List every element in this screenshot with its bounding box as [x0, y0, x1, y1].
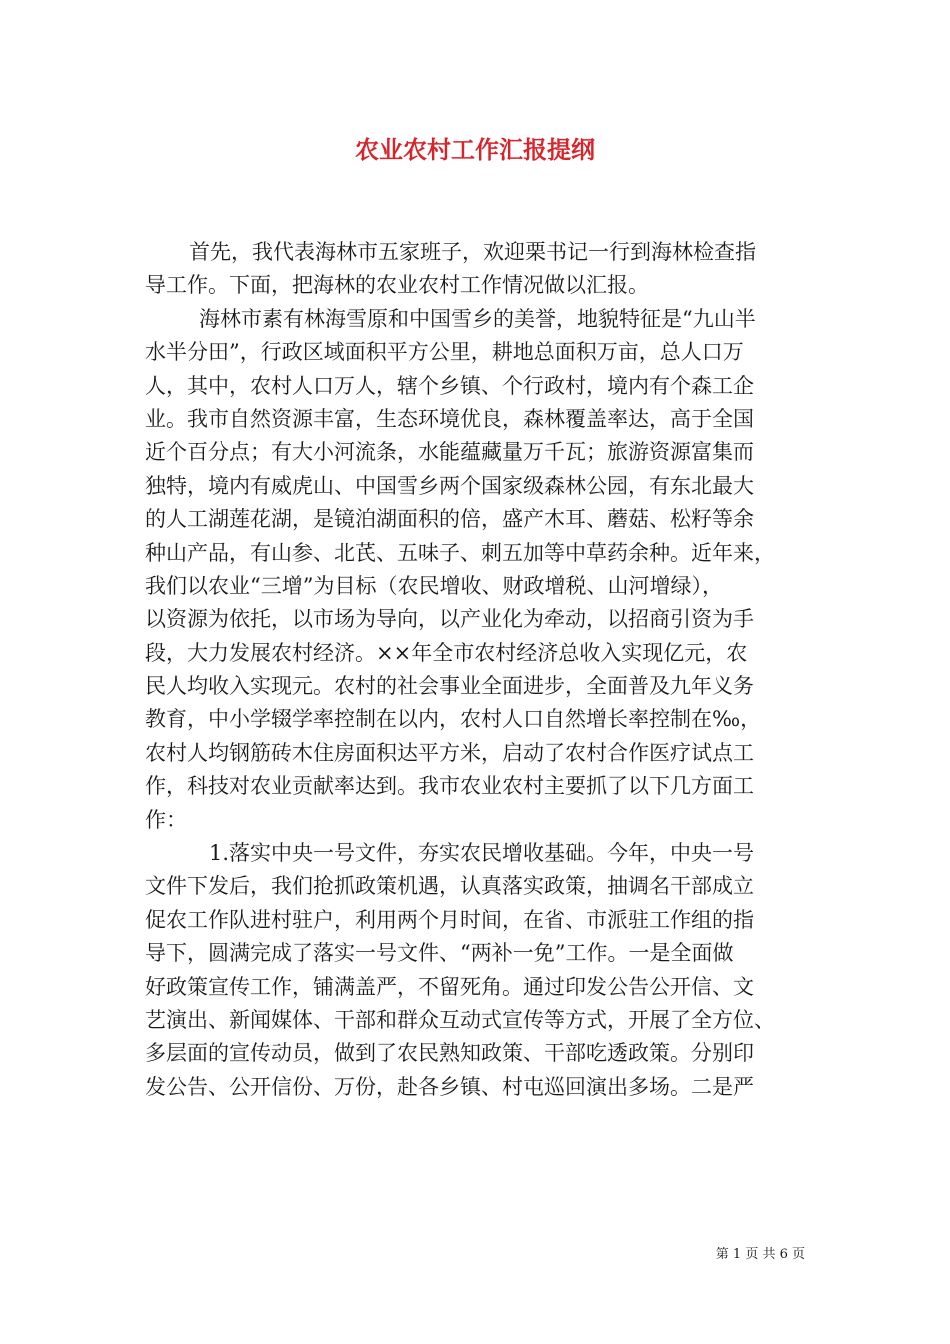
page-title: 农业农村工作汇报提纲 [355, 135, 595, 164]
text-line: 作： [145, 807, 187, 832]
text-line: 作，科技对农业贡献率达到。我市农业农村主要抓了以下几方面工 [145, 774, 754, 799]
text-line: 的人工湖莲花湖，是镜泊湖面积的倍，盛产木耳、蘑菇、松籽等余 [145, 507, 754, 532]
text-line: 教育，中小学辍学率控制在以内，农村人口自然增长率控制在‰， [145, 707, 762, 732]
text-line: 农村人均钢筋砖木住房面积达平方米，启动了农村合作医疗试点工 [145, 740, 754, 765]
text-line: 文件下发后，我们抢抓政策机遇，认真落实政策，抽调名干部成立 [145, 874, 754, 899]
text-line: 业。我市自然资源丰富，生态环境优良，森林覆盖率达，高于全国 [145, 406, 754, 431]
text-line: 好政策宣传工作，铺满盖严，不留死角。通过印发公告公开信、文 [145, 974, 754, 999]
text-line: 促农工作队进村驻户，利用两个月时间，在省、市派驻工作组的指 [145, 907, 754, 932]
document-body [145, 236, 815, 1104]
page-number-footer: 第 1 页 共 6 页 [715, 1247, 805, 1262]
text-line: 导下，圆满完成了落实一号文件、“两补一免”工作。一是全面做 [145, 941, 734, 966]
text-line: 发公告、公开信份、万份，赴各乡镇、村屯巡回演出多场。二是严 [145, 1074, 754, 1099]
text-line: 民人均收入实现元。农村的社会事业全面进步，全面普及九年义务 [145, 674, 754, 699]
text-line: 以资源为依托，以市场为导向，以产业化为牵动，以招商引资为手 [145, 607, 754, 632]
text-line: 艺演出、新闻媒体、干部和群众互动式宣传等方式，开展了全方位、 [145, 1007, 775, 1032]
text-line: 人，其中，农村人口万人，辖个乡镇、个行政村，境内有个森工企 [145, 373, 754, 398]
text-line: 首先，我代表海林市五家班子，欢迎栗书记一行到海林检查指 [189, 240, 756, 264]
text-line: 种山产品，有山参、北芪、五味子、刺五加等中草药余种。近年来， [145, 540, 775, 565]
text-line: 独特，境内有威虎山、中国雪乡两个国家级森林公园，有东北最大 [145, 473, 754, 498]
text-line: 1.落实中央一号文件，夯实农民增收基础。今年，中央一号 [209, 841, 755, 866]
text-line: 我们以农业“三增”为目标（农民增收、财政增税、山河增绿）， [145, 573, 723, 598]
text-line: 近个百分点；有大小河流条，水能蕴藏量万千瓦；旅游资源富集而 [145, 440, 754, 465]
text-line: 水半分田”，行政区域面积平方公里，耕地总面积万亩，总人口万 [145, 340, 744, 365]
text-line: 导工作。下面，把海林的农业农村工作情况做以汇报。 [145, 273, 649, 298]
text-line: 段，大力发展农村经济。××年全市农村经济总收入实现亿元，农 [145, 640, 748, 665]
text-line: 海林市素有林海雪原和中国雪乡的美誉，地貌特征是“九山半 [199, 306, 756, 331]
text-line: 多层面的宣传动员，做到了农民熟知政策、干部吃透政策。分别印 [145, 1041, 754, 1066]
